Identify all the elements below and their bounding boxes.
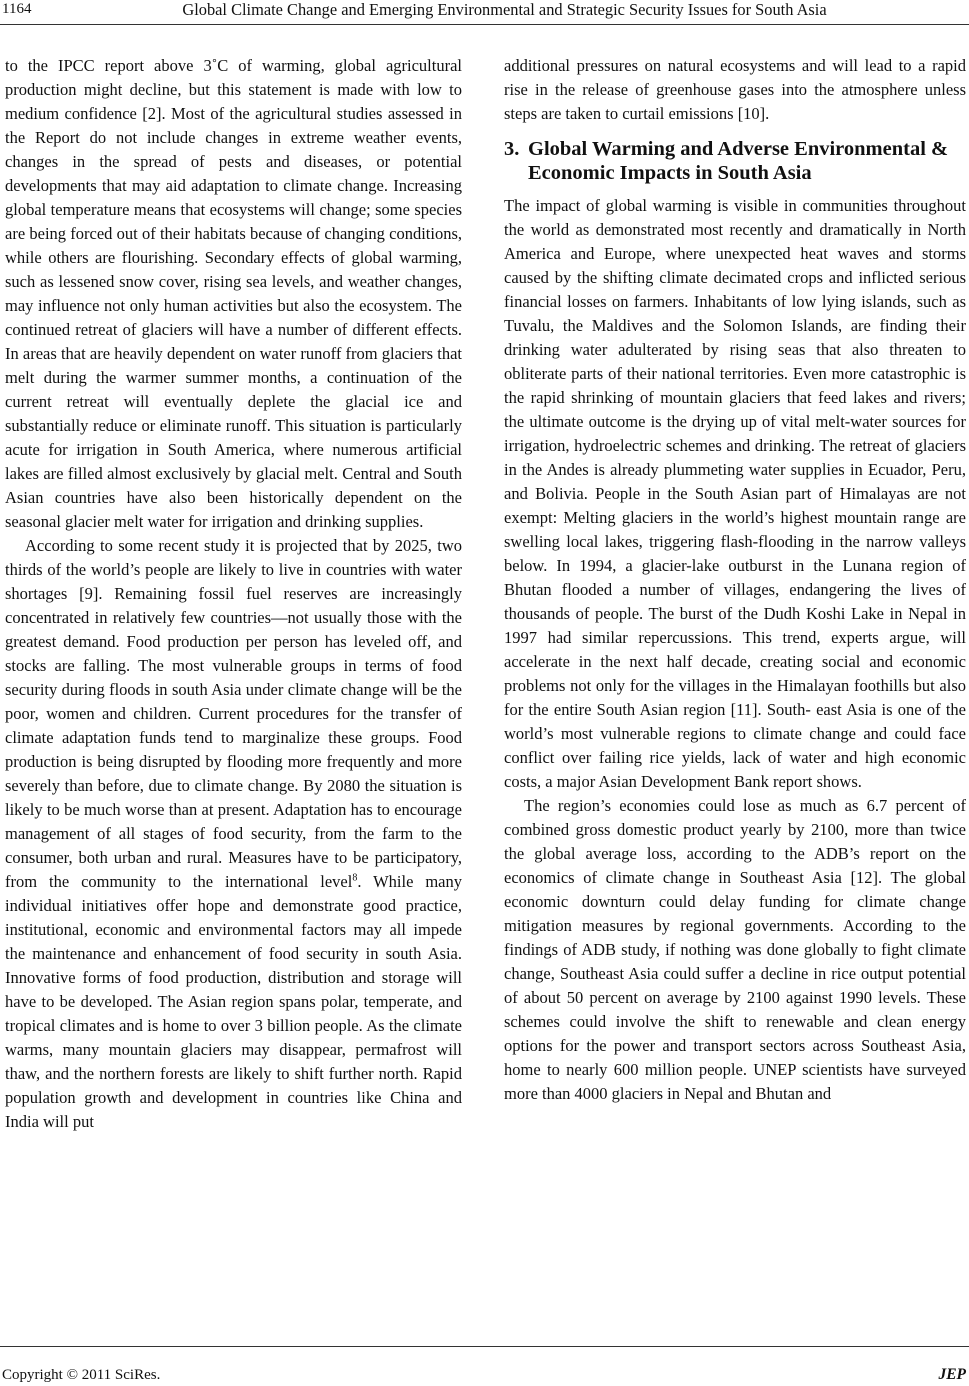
footnote-marker: 8 xyxy=(352,872,358,884)
paragraph: The region’s economies could lose as much as 6.7 percent of combined gross domestic product yearly by 2100, more than twice the global average loss, according to the ADB’s report on the economics of climate change in Southeast Asia [12]. The global economic downturn could delay funding for climate change mitigation measures by regional governments. According to the findings of ADB study, if nothing was done globally to fight climate change, Southeast Asia could suffer a decline in rice output potential of about 50 percent on average by 2100 against 1990 levels. These schemes could involve the shift to renewable and clean energy options for the power and transport sectors across Southeast Asia, home to nearly 600 million people. UNEP scientists have surveyed more than 4000 glaciers in Nepal and Bhutan and xyxy=(504,796,966,1103)
right-column xyxy=(504,54,966,1106)
paragraph: The impact of global warming is visible in communities throughout the world as demonstrated most recently and dramatically in North America and Europe, where unexpected heat waves and storms caused by the shifting climate decimated crops and inflicted serious financial losses on farmers. Inhabitants of low lying islands, such as Tuvalu, the Maldives and the Solomon Islands, are finding their drinking water adulterated by rising seas that also threaten to obliterate parts of their national territories. Even more catastrophic is the rapid shrinking of mountain glaciers that feed lakes and rivers; the ultimate outcome is the drying up of vital melt-water sources for irrigation, hydroelectric schemes and drinking. The retreat of glaciers in the Andes is already plummeting water supplies in Ecuador, Peru, and Bolivia. People in the South Asian part of Himalayas are not exempt: Melting glaciers in the world’s highest mountain range are swelling local lakes, triggering flash-flooding in the narrow valleys below. In 1994, a glacier-lake outburst in the Lunana region of Bhutan flooded a number of villages, endangering the lives of thousands of people. The burst of the Dudh Koshi Lake in Nepal in 1997 had similar repercussions. This trend, experts argue, will accelerate in the next half decade, creating social and economic problems not only for the villages in the Himalayan foothills but also for the entire South Asian region [11]. South- east Asia is one of the world’s most vulnerable regions to climate change and could face conflict over failing rice yields, lack of water and high economic costs, a major Asian Development Bank report shows. xyxy=(504,196,966,791)
footer-rule xyxy=(0,1346,969,1347)
copyright: Copyright © 2011 SciRes. xyxy=(2,1367,161,1383)
left-column xyxy=(5,54,462,1134)
header-rule xyxy=(0,24,969,25)
section-heading xyxy=(504,137,966,185)
section-title: Global Warming and Adverse Environmental & Economic Impacts in South Asia xyxy=(528,138,949,184)
journal-abbreviation: JEP xyxy=(938,1366,966,1383)
section-number: 3. xyxy=(504,138,520,160)
running-title: Global Climate Change and Emerging Environmental and Strategic Security Issues for South Asia xyxy=(182,0,827,19)
page-header xyxy=(0,0,969,30)
paragraph-text: . While many individual initiatives offer hope and demonstrate good practice, institutional, economic and environmental factors may all impede the maintenance and enhancement of food security in south Asia. Innovative forms of food production, distribution and storage will have to be developed. The Asian region spans polar, temperate, and tropical climates and is home to over 3 billion people. As the climate warms, many mountain glaciers may disappear, permafrost will thaw, and the northern forests are likely to shift further north. Rapid population growth and development in countries like China and India will put xyxy=(5,872,462,1131)
paragraph-text: According to some recent study it is projected that by 2025, two thirds of the world’s people are likely to live in countries with water shortages [9]. Remaining fossil fuel reserves are increasingly concentrated in relatively few countries—not usually those with the greatest demand. Food production per person has leveled off, and stocks are falling. The most vulnerable groups in terms of food security during floods in south Asia under climate change will be the poor, women and children. Current procedures for the transfer of climate adaptation funds tend to marginalize these groups. Food production is being disrupted by flooding more frequently and more severely than before, due to climate change. By 2080 the situation is likely to be much worse than at present. Adaptation has to encourage management of all stages of food security, from the farm to the consumer, both urban and rural. Measures have to be participatory, from the community to the international level xyxy=(5,536,462,891)
paragraph xyxy=(5,534,462,1134)
page-number: 1164 xyxy=(2,1,32,17)
paragraph: additional pressures on natural ecosystems and will lead to a rapid rise in the release of greenhouse gases into the atmosphere unless steps are taken to curtail emissions [10]. xyxy=(504,56,966,123)
page-footer xyxy=(0,1346,969,1386)
paragraph: to the IPCC report above 3˚C of warming, global agricultural production might decline, but this statement is made with low to medium confidence [2]. Most of the agricultural studies assessed in the Report do not include changes in extreme weather events, changes in the spread of pests and diseases, or potential developments that may aid adaptation to climate change. Increasing global temperature means that ecosystems will change; some species are being forced out of their habitats because of changing conditions, while others are flourishing. Secondary effects of global warming, such as lessened snow cover, rising sea levels, and weather changes, may influence not only human activities but also the ecosystem. The continued retreat of glaciers will have a number of different effects. In areas that are heavily dependent on water runoff from glaciers that melt during the warmer summer months, a continuation of the current retreat will eventually deplete the glacial ice and substantially reduce or eliminate runoff. This situation is particularly acute for irrigation in South America, where numerous artificial lakes are filled almost exclusively by glacial melt. Central and South Asian countries have also been historically dependent on the seasonal glacier melt water for irrigation and drinking supplies. xyxy=(5,56,462,531)
